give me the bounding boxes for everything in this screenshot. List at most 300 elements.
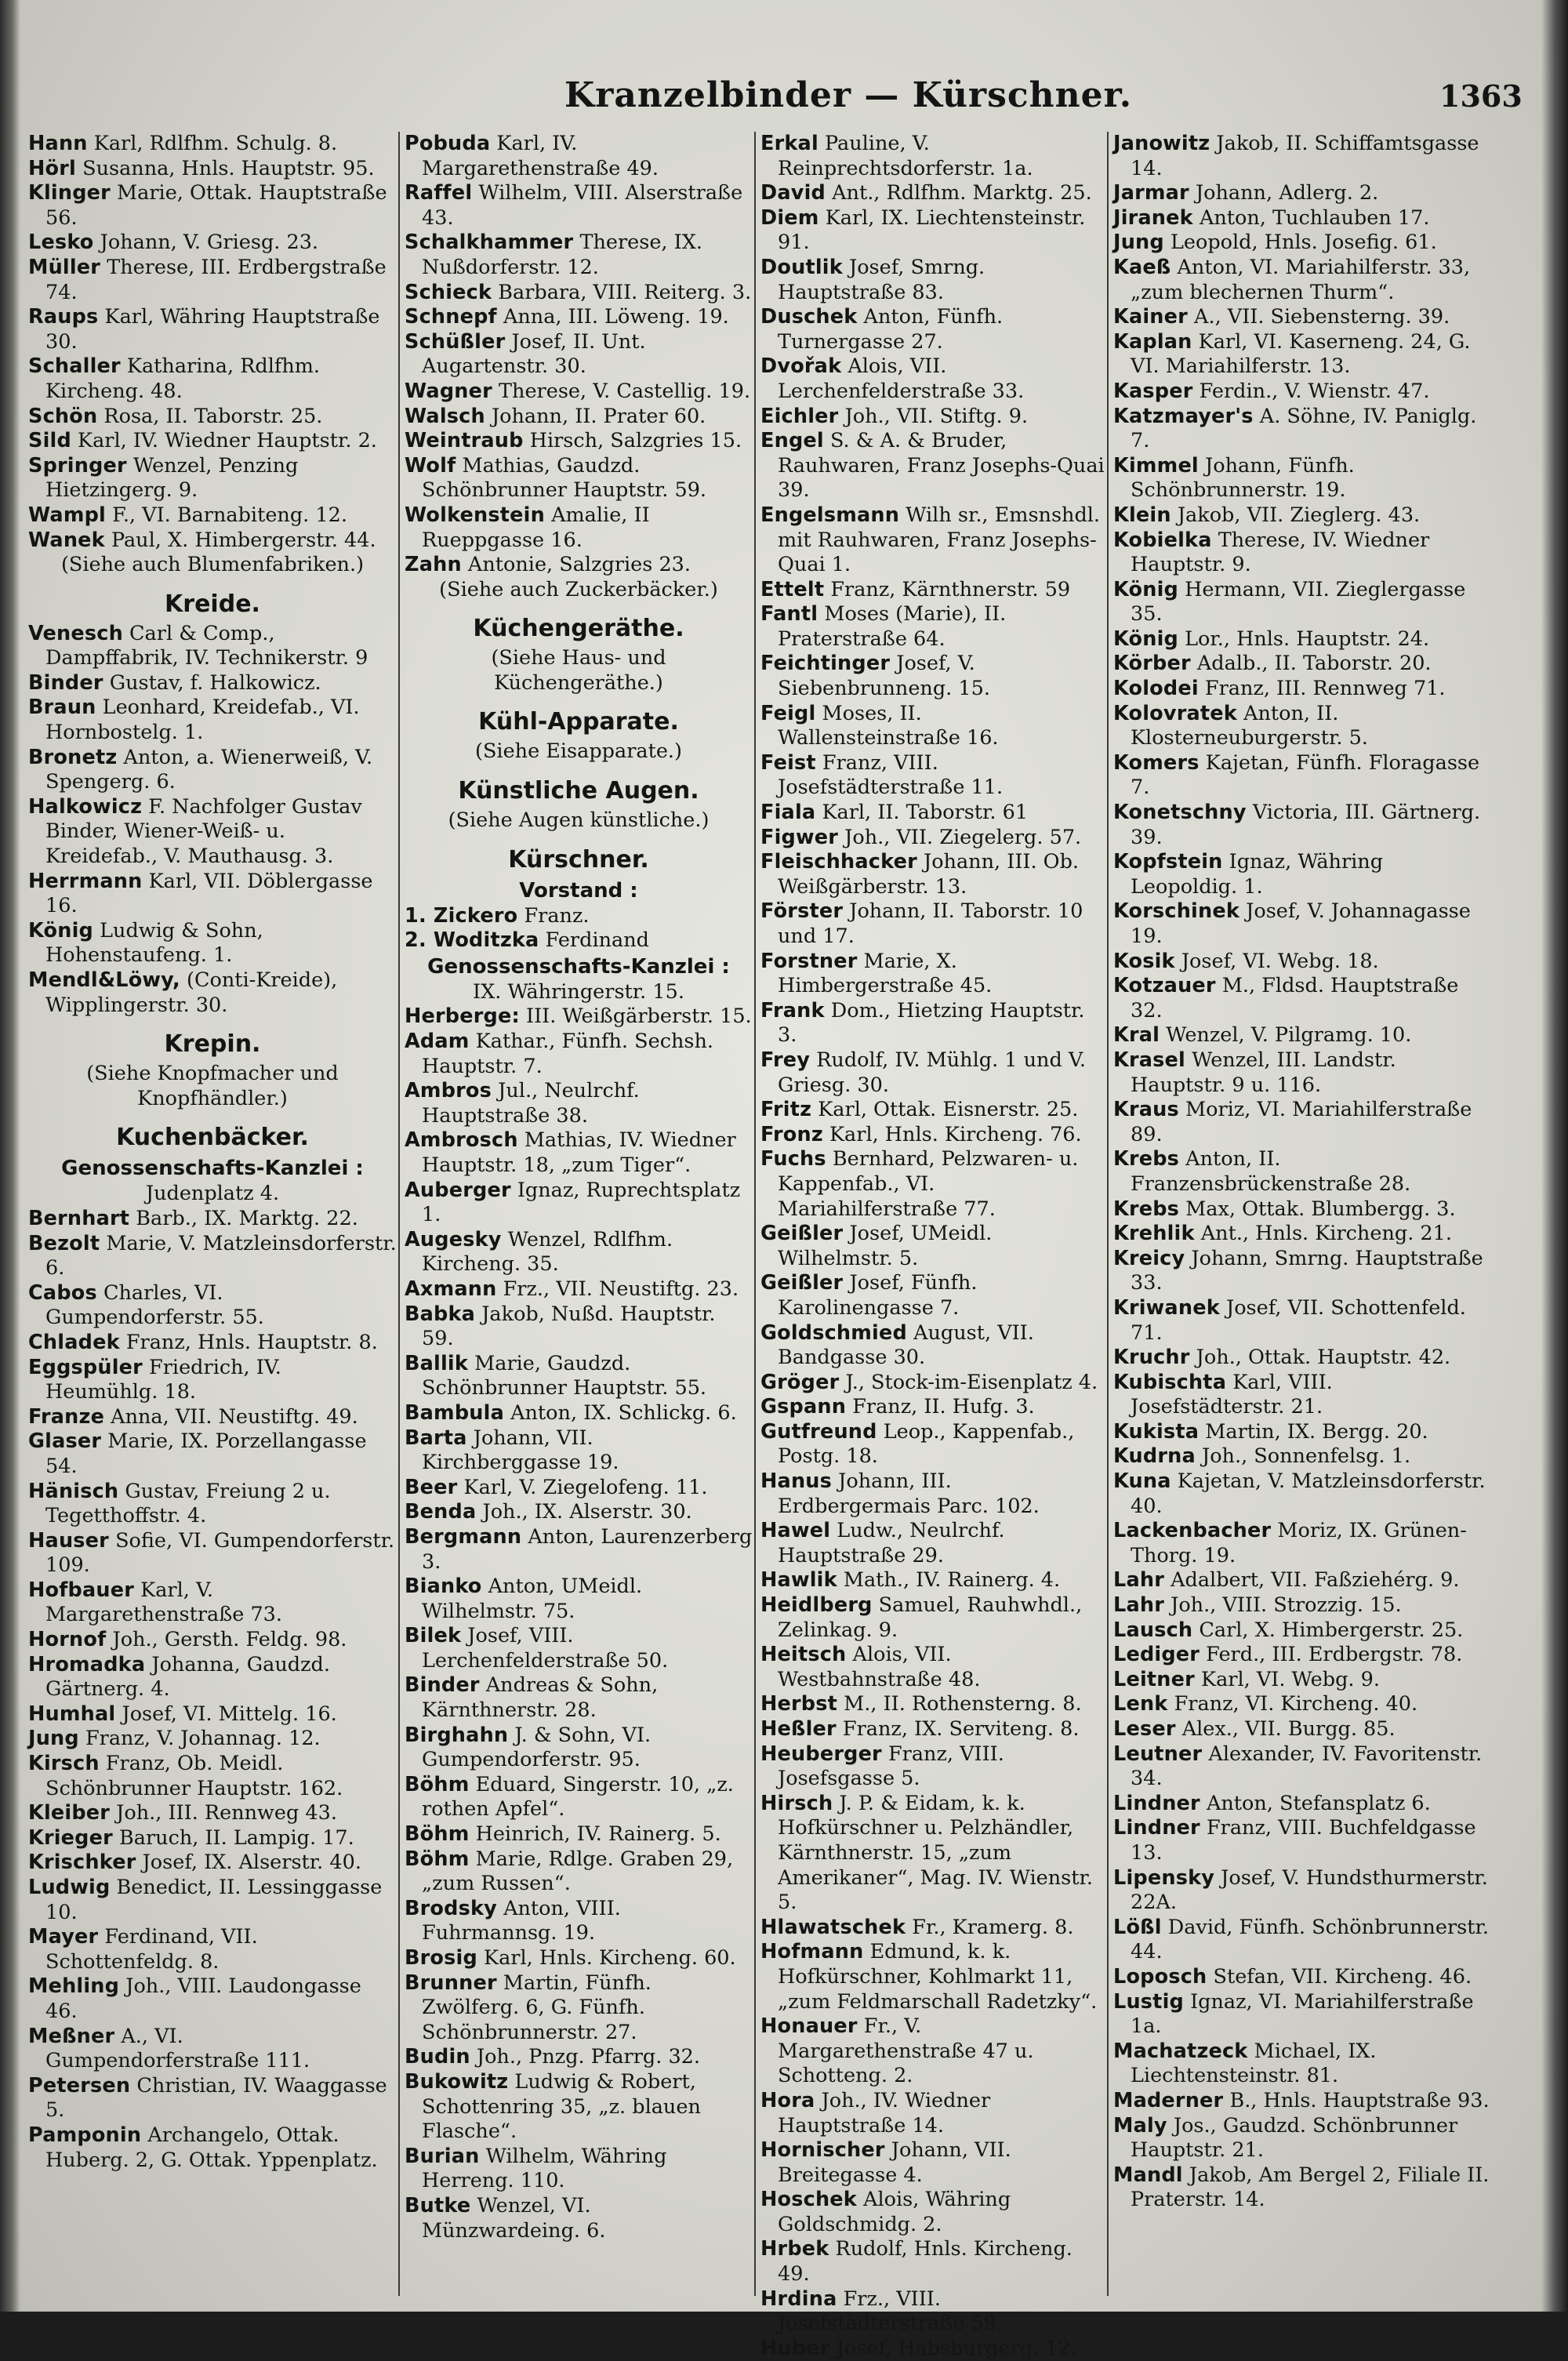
directory-entry bbox=[760, 1420, 1105, 1469]
directory-entry bbox=[1113, 380, 1491, 405]
entry-details: Wenzel, Rdlfhm. Kircheng. 35. bbox=[422, 1227, 673, 1277]
entry-name: Lustig bbox=[1113, 1989, 1184, 2014]
directory-entry bbox=[1113, 1371, 1491, 1420]
entry-details: Josef, VII. Schottenfeld. 71. bbox=[1131, 1295, 1466, 1345]
entry-details: Wilh sr., Emsnshdl. mit Rauhwaren, Franz Josephs-Quai 1. bbox=[778, 503, 1101, 577]
entry-details: Karl, IV. Wiedner Hauptstr. 2. bbox=[78, 429, 377, 453]
directory-entry bbox=[28, 1480, 397, 1529]
directory-entry bbox=[760, 1792, 1105, 1916]
entry-details: Joh., Ottak. Hauptstr. 42. bbox=[1196, 1346, 1451, 1370]
entry-details: F., VI. Barnabiteng. 12. bbox=[112, 503, 347, 527]
entry-details: Anton, Laurenzerberg 3. bbox=[422, 1524, 753, 1574]
directory-entry bbox=[1113, 1048, 1491, 1098]
entry-name: Springer bbox=[28, 453, 127, 478]
directory-entry bbox=[760, 1643, 1105, 1692]
entry-details: August, VII. Bandgasse 30. bbox=[778, 1320, 1034, 1370]
entry-details: Ignaz, Währing Leopoldig. 1. bbox=[1131, 850, 1384, 899]
directory-entry bbox=[1113, 330, 1491, 380]
entry-details: Therese, IX. Nußdorferstr. 12. bbox=[422, 231, 702, 279]
section-note: (Siehe Knopfmacher und Knopfhändler.) bbox=[86, 1062, 339, 1110]
directory-entry bbox=[760, 354, 1105, 404]
entry-details: Mathias, IV. Wiedner Hauptstr. 18, „zum Tiger“. bbox=[422, 1128, 736, 1177]
entry-name: Fantl bbox=[760, 602, 818, 627]
entry-details: Karl, VI. Kaserneng. 24, G. VI. Mariahilferstr. 13. bbox=[1131, 329, 1471, 379]
directory-entry bbox=[405, 503, 753, 553]
entry-name: Geißler bbox=[760, 1222, 844, 1246]
directory-entry bbox=[28, 1801, 397, 1826]
entry-name: Brosig bbox=[405, 1946, 477, 1970]
page-header bbox=[0, 75, 1568, 130]
entry-details: Alois, VII. Westbahnstraße 48. bbox=[778, 1643, 981, 1691]
directory-entry bbox=[405, 1525, 753, 1575]
entry-name: Chladek bbox=[28, 1330, 120, 1354]
entry-details: Benedict, II. Lessinggasse 10. bbox=[45, 1876, 383, 1924]
entry-details: Rosa, II. Taborstr. 25. bbox=[103, 404, 323, 428]
entry-name: Heidlberg bbox=[760, 1593, 873, 1618]
entry-name: Kral bbox=[1113, 1023, 1160, 1048]
entry-details: Wenzel, VI. Münzwardeing. 6. bbox=[422, 2193, 606, 2243]
directory-entry bbox=[405, 454, 753, 503]
directory-entry bbox=[1113, 1692, 1491, 1717]
entry-details: Fr., Kramerg. 8. bbox=[912, 1915, 1074, 1939]
directory-entry bbox=[405, 1673, 753, 1723]
directory-entry bbox=[1113, 1593, 1491, 1618]
entry-details: Ferdinand bbox=[545, 928, 649, 953]
entry-details: Josef, Habsburgerg. 12. bbox=[836, 2336, 1077, 2360]
directory-entry bbox=[760, 850, 1105, 899]
directory-entry bbox=[28, 1925, 397, 1974]
directory-entry bbox=[405, 380, 753, 405]
entry-name: Forstner bbox=[760, 949, 858, 973]
entry-details: Sofie, VI. Gumpendorferstr. 109. bbox=[45, 1528, 395, 1578]
directory-entry bbox=[760, 429, 1105, 503]
entry-name: Kirsch bbox=[28, 1752, 100, 1776]
entry-details: Wenzel, V. Pilgramg. 10. bbox=[1166, 1023, 1412, 1048]
directory-entry bbox=[405, 1277, 753, 1302]
entry-details: Johann, VII. Breitegasse 4. bbox=[778, 2138, 1011, 2187]
column-2 bbox=[405, 132, 753, 2296]
directory-entry bbox=[1113, 256, 1491, 305]
entry-name: Fiala bbox=[760, 801, 816, 825]
entry-details: Joh., VIII. Strozzig. 15. bbox=[1171, 1593, 1402, 1618]
directory-entry bbox=[760, 578, 1105, 603]
directory-entry bbox=[28, 671, 397, 696]
entry-details: Josef, IX. Alserstr. 40. bbox=[142, 1851, 361, 1875]
directory-entry bbox=[760, 1321, 1105, 1371]
directory-entry bbox=[28, 1702, 397, 1727]
entry-details: Josef, V. Hundsthurmerstr. 22A. bbox=[1131, 1865, 1488, 1915]
entry-details: Johann, Smrng. Hauptstraße 33. bbox=[1131, 1246, 1483, 1295]
entry-details: Marie, Ottak. Hauptstraße 56. bbox=[45, 181, 387, 230]
entry-details: Joh., Sonnenfelsg. 1. bbox=[1201, 1444, 1411, 1469]
entry-name: Engelsmann bbox=[760, 503, 900, 527]
entry-details: Frz., VIII. Josefstädterstraße 59. bbox=[778, 2287, 1004, 2336]
entry-details: Hirsch, Salzgries 15. bbox=[529, 429, 742, 453]
entry-details: F. Nachfolger Gustav Binder, Wiener-Weiß- u. Kreidefab., V. Mauthausg. 3. bbox=[45, 794, 362, 869]
directory-entry bbox=[405, 1971, 753, 2046]
entry-name: Brunner bbox=[405, 1971, 497, 1995]
directory-entry bbox=[1113, 1197, 1491, 1222]
entry-details: Karl, V. Ziegelofeng. 11. bbox=[463, 1475, 708, 1499]
entry-details: Michael, IX. Liechtensteinstr. 81. bbox=[1131, 2039, 1377, 2088]
directory-entry bbox=[760, 206, 1105, 256]
directory-entry bbox=[28, 181, 397, 231]
entry-name: Barta bbox=[405, 1426, 467, 1450]
entry-name: Loposch bbox=[1113, 1964, 1207, 1989]
entry-name: Gröger bbox=[760, 1370, 840, 1394]
entry-name: Hrbek bbox=[760, 2237, 829, 2261]
column-rule bbox=[1107, 132, 1109, 2296]
directory-entry bbox=[1113, 801, 1491, 850]
directory-entry bbox=[405, 1128, 753, 1178]
entry-details: Martin, IX. Bergg. 20. bbox=[1205, 1419, 1428, 1444]
entry-details: Johann, V. Griesg. 23. bbox=[100, 231, 319, 255]
entry-details: Susanna, Hnls. Hauptstr. 95. bbox=[82, 156, 375, 180]
entry-name: Adam bbox=[405, 1030, 470, 1054]
entry-details: Josef, VI. Webg. 18. bbox=[1181, 949, 1379, 973]
entry-details: Rudolf, Hnls. Kircheng. 49. bbox=[778, 2237, 1073, 2287]
entry-name: Kreicy bbox=[1113, 1246, 1185, 1270]
entry-name: Halkowicz bbox=[28, 794, 143, 819]
directory-entry bbox=[1113, 1222, 1491, 1247]
entry-name: 2. Woditzka bbox=[405, 928, 539, 953]
entry-details: Franz, VIII. Buchfeldgasse 13. bbox=[1131, 1816, 1476, 1865]
directory-entry bbox=[28, 2025, 397, 2074]
entry-name: Bianko bbox=[405, 1575, 482, 1599]
directory-entry bbox=[1113, 1247, 1491, 1296]
directory-entry bbox=[1113, 1618, 1491, 1644]
entry-name: Sild bbox=[28, 429, 71, 453]
entry-details: Josef, Smrng. Hauptstraße 83. bbox=[778, 255, 985, 304]
directory-entry bbox=[28, 919, 397, 968]
entry-details: Josef, V. Johannagasse 19. bbox=[1131, 899, 1471, 948]
directory-entry bbox=[760, 1222, 1105, 1271]
section-heading: Kuchenbäcker. bbox=[116, 1124, 309, 1152]
directory-entry bbox=[760, 899, 1105, 949]
directory-entry bbox=[1113, 2114, 1491, 2163]
entry-details: Karl, V. Margarethenstraße 73. bbox=[45, 1578, 283, 1627]
entry-name: König bbox=[28, 918, 93, 943]
entry-details: Joh., IV. Wiedner Hauptstraße 14. bbox=[778, 2088, 991, 2138]
entry-name: Pobuda bbox=[405, 132, 491, 155]
entry-details: Heinrich, IV. Rainerg. 5. bbox=[475, 1822, 721, 1847]
entry-name: Jarmar bbox=[1113, 181, 1189, 205]
directory-entry bbox=[760, 751, 1105, 801]
directory-entry bbox=[1113, 2163, 1491, 2213]
entry-details: Carl & Comp., Dampffabrik, IV. Technikerstr. 9 bbox=[45, 621, 368, 670]
directory-entry bbox=[28, 1578, 397, 1628]
entry-name: Krischker bbox=[28, 1851, 136, 1875]
entry-name: Kosik bbox=[1113, 949, 1175, 973]
entry-name: Maderner bbox=[1113, 2088, 1224, 2112]
entry-details: Anna, VII. Neustiftg. 49. bbox=[111, 1404, 358, 1429]
entry-name: Lesko bbox=[28, 231, 94, 255]
entry-name: Gutfreund bbox=[760, 1419, 877, 1444]
entry-name: Böhm bbox=[405, 1847, 470, 1871]
entry-name: Butke bbox=[405, 2193, 471, 2218]
entry-name: Krebs bbox=[1113, 1197, 1180, 1221]
directory-entry bbox=[28, 1356, 397, 1405]
entry-details: Victoria, III. Gärtnerg. 39. bbox=[1131, 801, 1481, 849]
entry-name: Kopfstein bbox=[1113, 850, 1223, 874]
entry-name: Kruchr bbox=[1113, 1346, 1190, 1370]
entry-details: Anton, Stefansplatz 6. bbox=[1206, 1791, 1431, 1815]
directory-entry bbox=[405, 1847, 753, 1897]
directory-entry bbox=[1113, 1816, 1491, 1865]
directory-entry bbox=[760, 702, 1105, 751]
directory-entry bbox=[1113, 950, 1491, 975]
entry-name: Lenk bbox=[1113, 1692, 1168, 1716]
directory-entry bbox=[405, 231, 753, 280]
entry-details: (Conti-Kreide), Wipplingerstr. 30. bbox=[45, 968, 338, 1017]
entry-details: Johann, III. Erdbergermais Parc. 102. bbox=[778, 1469, 1040, 1518]
directory-entry bbox=[1113, 974, 1491, 1023]
entry-details: Ludwig & Sohn, Hohenstaufeng. 1. bbox=[45, 918, 263, 968]
entry-name: Erkal bbox=[760, 132, 818, 155]
entry-name: David bbox=[760, 181, 826, 205]
entry-name: Herrmann bbox=[28, 869, 143, 893]
directory-entry bbox=[1113, 850, 1491, 899]
entry-name: Kobielka bbox=[1113, 528, 1212, 552]
entry-details: Adalbert, VII. Faßziehérg. 9. bbox=[1171, 1568, 1460, 1593]
entry-details: J. P. & Eidam, k. k. Hofkürschner u. Pelzhändler, Kärnthnerstr. 15, „zum Amerikaner“, Mag. IV. Wienstr. 5. bbox=[778, 1791, 1093, 1915]
entry-details: Dom., Hietzing Hauptstr. 3. bbox=[778, 998, 1085, 1048]
directory-entry bbox=[760, 602, 1105, 652]
entry-name: Honauer bbox=[760, 2014, 858, 2039]
entry-name: Kainer bbox=[1113, 305, 1188, 329]
entry-details: Alex., VII. Burgg. 85. bbox=[1181, 1717, 1396, 1741]
entry-details: Anton, II. Klosterneuburgerstr. 5. bbox=[1131, 701, 1368, 750]
entry-name: Walsch bbox=[405, 404, 485, 428]
directory-entry bbox=[1113, 677, 1491, 702]
directory-entry bbox=[28, 795, 397, 870]
entry-name: Lindner bbox=[1113, 1816, 1200, 1840]
entry-details: Johann, II. Taborstr. 10 und 17. bbox=[778, 899, 1083, 948]
entry-details: Karl, IX. Liechtensteinstr. 91. bbox=[778, 205, 1086, 255]
directory-entry bbox=[1113, 1990, 1491, 2040]
entry-name: Feichtinger bbox=[760, 652, 891, 676]
entry-details: Anton, VI. Mariahilferstr. 33, „zum blechernen Thurm“. bbox=[1131, 255, 1471, 304]
entry-details: Josef, UMeidl. Wilhelmstr. 5. bbox=[778, 1222, 993, 1270]
directory-entry bbox=[1113, 1098, 1491, 1147]
directory-entry bbox=[405, 132, 753, 181]
entry-name: Schön bbox=[28, 404, 98, 428]
entry-details: Pauline, V. Reinprechtsdorferstr. 1a. bbox=[778, 132, 1033, 180]
entry-name: Kimmel bbox=[1113, 453, 1199, 478]
entry-details: Franz, III. Rennweg 71. bbox=[1204, 677, 1446, 701]
entry-details: Marie, IX. Porzellangasse 54. bbox=[45, 1429, 367, 1478]
entry-details: Anton, Fünfh. Turnergasse 27. bbox=[778, 305, 1004, 354]
entry-details: Josef, II. Unt. Augartenstr. 30. bbox=[422, 329, 646, 379]
directory-entry bbox=[28, 256, 397, 305]
entry-details: Amalie, II Rueppgasse 16. bbox=[422, 503, 650, 552]
entry-details: Barb., IX. Marktg. 22. bbox=[136, 1206, 358, 1230]
entry-name: Ludwig bbox=[28, 1876, 111, 1899]
directory-entry bbox=[760, 405, 1105, 430]
entry-details: David, Fünfh. Schönbrunnerstr. 44. bbox=[1131, 1915, 1489, 1964]
entry-name: Kudrna bbox=[1113, 1444, 1196, 1469]
entry-details: Stefan, VII. Kircheng. 46. bbox=[1213, 1964, 1472, 1989]
entry-name: Eichler bbox=[760, 404, 839, 428]
entry-details: Eduard, Singerstr. 10, „z. rothen Apfel“. bbox=[422, 1772, 734, 1822]
entry-name: Hauser bbox=[28, 1528, 109, 1553]
entry-name: König bbox=[1113, 627, 1178, 651]
entry-name: Krebs bbox=[1113, 1147, 1180, 1171]
entry-name: Lahr bbox=[1113, 1568, 1164, 1593]
directory-entry bbox=[1113, 1965, 1491, 1990]
entry-name: Bilek bbox=[405, 1624, 462, 1648]
entry-name: Schalkhammer bbox=[405, 231, 574, 255]
entry-details: Bernhard, Pelzwaren- u. Kappenfab., VI. Mariahilferstraße 77. bbox=[778, 1147, 1079, 1221]
column-rule bbox=[754, 132, 756, 2296]
entry-details: Ferdin., V. Wienstr. 47. bbox=[1199, 379, 1430, 403]
entry-details: Therese, V. Castellig. 19. bbox=[499, 379, 751, 403]
entry-details: S. & A. & Bruder, Rauhwaren, Franz Josephs-Quai 39. bbox=[778, 429, 1105, 503]
entry-name: Diem bbox=[760, 205, 819, 230]
directory-entry bbox=[760, 1940, 1105, 2014]
directory-entry bbox=[28, 503, 397, 529]
entry-name: Doutlik bbox=[760, 255, 843, 279]
entry-name: Engel bbox=[760, 429, 824, 453]
entry-details: Alois, VII. Lerchenfelderstraße 33. bbox=[778, 354, 1025, 403]
directory-entry bbox=[405, 1352, 753, 1401]
entry-details: Karl, Hnls. Kircheng. 76. bbox=[829, 1122, 1082, 1146]
entry-details: Edmund, k. k. Hofkürschner, Kohlmarkt 11, „zum Feldmarschall Radetzky“. bbox=[778, 1940, 1098, 2014]
directory-entry bbox=[28, 1876, 397, 1925]
entry-name: Mendl&Löwy, bbox=[28, 968, 180, 992]
entry-name: Förster bbox=[760, 899, 844, 924]
directory-entry bbox=[405, 405, 753, 430]
directory-entry bbox=[1113, 305, 1491, 330]
entry-name: Cabos bbox=[28, 1280, 97, 1305]
entry-name: Pamponin bbox=[28, 2123, 142, 2147]
directory-entry bbox=[760, 801, 1105, 826]
directory-entry bbox=[28, 1331, 397, 1356]
directory-entry bbox=[28, 157, 397, 182]
entry-name: Brodsky bbox=[405, 1896, 497, 1920]
directory-entry bbox=[28, 305, 397, 354]
entry-details: Carl, X. Himbergerstr. 25. bbox=[1199, 1618, 1464, 1642]
entry-details: Franz, VIII. Josefstädterstraße 11. bbox=[778, 750, 1004, 800]
entry-name: Ambrosch bbox=[405, 1128, 518, 1153]
entry-name: Kukista bbox=[1113, 1419, 1200, 1444]
entry-name: Körber bbox=[1113, 652, 1191, 676]
entry-details: Franz, V. Johannag. 12. bbox=[85, 1727, 321, 1751]
entry-details: Franz, II. Hufg. 3. bbox=[852, 1395, 1035, 1419]
entry-details: Moses (Marie), II. Praterstraße 64. bbox=[778, 602, 1007, 651]
directory-entry bbox=[28, 622, 397, 671]
entry-name: Kubischta bbox=[1113, 1370, 1227, 1394]
directory-entry bbox=[1113, 1444, 1491, 1469]
directory-entry bbox=[760, 2337, 1105, 2361]
entry-name: Konetschny bbox=[1113, 801, 1247, 825]
entry-details: M., II. Rothensterng. 8. bbox=[844, 1692, 1082, 1716]
entry-details: Karl, Hnls. Kircheng. 60. bbox=[484, 1946, 736, 1970]
entry-details: Jakob, Am Bergel 2, Filiale II. Praterstr. 14. bbox=[1131, 2163, 1490, 2212]
entry-details: Anton, UMeidl. Wilhelmstr. 75. bbox=[422, 1575, 643, 1623]
directory-entry bbox=[760, 503, 1105, 578]
entry-name: Korschinek bbox=[1113, 899, 1240, 924]
entry-details: Joh., IX. Alserstr. 30. bbox=[482, 1500, 692, 1524]
directory-entry bbox=[405, 2145, 753, 2194]
directory-entry bbox=[28, 1529, 397, 1578]
entry-details: Jakob, VII. Zieglerg. 43. bbox=[1177, 503, 1421, 527]
entry-name: Burian bbox=[405, 2144, 480, 2168]
section-note: IX. Währingerstr. 15. bbox=[473, 979, 684, 1004]
entry-name: Hawel bbox=[760, 1519, 831, 1543]
directory-entry bbox=[1113, 1916, 1491, 1965]
directory-entry bbox=[405, 1946, 753, 1971]
entry-name: Hanus bbox=[760, 1469, 833, 1494]
directory-entry bbox=[1113, 181, 1491, 206]
entry-name: Lipensky bbox=[1113, 1865, 1215, 1890]
entry-name: Hofbauer bbox=[28, 1578, 135, 1602]
entry-name: Krieger bbox=[28, 1825, 113, 1850]
entry-details: Ant., Rdlfhm. Marktg. 25. bbox=[832, 181, 1092, 205]
entry-name: Figwer bbox=[760, 825, 839, 849]
entry-details: Hermann, VII. Zieglergasse 35. bbox=[1131, 577, 1466, 627]
entry-name: Raups bbox=[28, 305, 99, 329]
directory-entry bbox=[405, 330, 753, 380]
entry-details: Jos., Gaudzd. Schönbrunner Hauptstr. 21. bbox=[1131, 2113, 1458, 2163]
entry-details: Johann, III. Ob. Weißgärberstr. 13. bbox=[778, 850, 1080, 899]
entry-name: Lahr bbox=[1113, 1593, 1164, 1618]
directory-entry bbox=[760, 2014, 1105, 2089]
directory-entry bbox=[760, 999, 1105, 1048]
directory-entry bbox=[405, 1476, 753, 1501]
entry-details: Andreas & Sohn, Kärnthnerstr. 28. bbox=[422, 1673, 659, 1723]
entry-details: Kajetan, Fünfh. Floragasse 7. bbox=[1131, 750, 1480, 800]
entry-name: Ballik bbox=[405, 1351, 469, 1375]
entry-details: Antonie, Salzgries 23. bbox=[467, 553, 691, 577]
directory-entry bbox=[1113, 578, 1491, 627]
entry-name: Lackenbacher bbox=[1113, 1519, 1272, 1543]
entry-name: Beer bbox=[405, 1475, 458, 1499]
entry-details: Joh., VIII. Laudongasse 46. bbox=[45, 1974, 361, 2023]
entry-name: Böhm bbox=[405, 1772, 470, 1796]
directory-entry bbox=[28, 231, 397, 256]
section-heading: Küchengeräthe. bbox=[473, 615, 684, 643]
entry-details: B., Hnls. Hauptstraße 93. bbox=[1229, 2088, 1490, 2112]
directory-entry bbox=[760, 1395, 1105, 1420]
directory-entry bbox=[28, 870, 397, 919]
entry-name: Hornischer bbox=[760, 2138, 885, 2163]
entry-name: Hlawatschek bbox=[760, 1915, 906, 1939]
entry-details: Johann, Fünfh. Schönbrunnerstr. 19. bbox=[1131, 453, 1355, 503]
entry-details: Anton, II. Franzensbrückenstraße 28. bbox=[1131, 1147, 1411, 1196]
directory-entry bbox=[1113, 132, 1491, 181]
entry-details: Ferdinand, VII. Schottenfeldg. 8. bbox=[45, 1925, 258, 1974]
entry-name: Wanek bbox=[28, 528, 105, 552]
entry-details: Franz, VI. Kircheng. 40. bbox=[1174, 1692, 1418, 1716]
entry-name: Bronetz bbox=[28, 745, 118, 769]
directory-entry bbox=[28, 968, 397, 1018]
entry-details: Joh., Pnzg. Pfarrg. 32. bbox=[476, 2045, 700, 2069]
directory-entry bbox=[760, 1717, 1105, 1742]
directory-entry bbox=[28, 1207, 397, 1232]
entry-name: Heßler bbox=[760, 1717, 837, 1741]
directory-entry bbox=[1113, 231, 1491, 256]
entry-details: Karl, VIII. Josefstädterstr. 21. bbox=[1131, 1370, 1333, 1419]
entry-name: Geißler bbox=[760, 1271, 844, 1295]
directory-entry bbox=[28, 1281, 397, 1331]
section-heading: Künstliche Augen. bbox=[458, 777, 699, 805]
entry-name: Kuna bbox=[1113, 1469, 1171, 1494]
entry-name: Kleiber bbox=[28, 1801, 111, 1825]
directory-entry bbox=[405, 1624, 753, 1673]
entry-details: Joh., III. Rennweg 43. bbox=[116, 1801, 337, 1825]
column-4 bbox=[1113, 132, 1491, 2296]
